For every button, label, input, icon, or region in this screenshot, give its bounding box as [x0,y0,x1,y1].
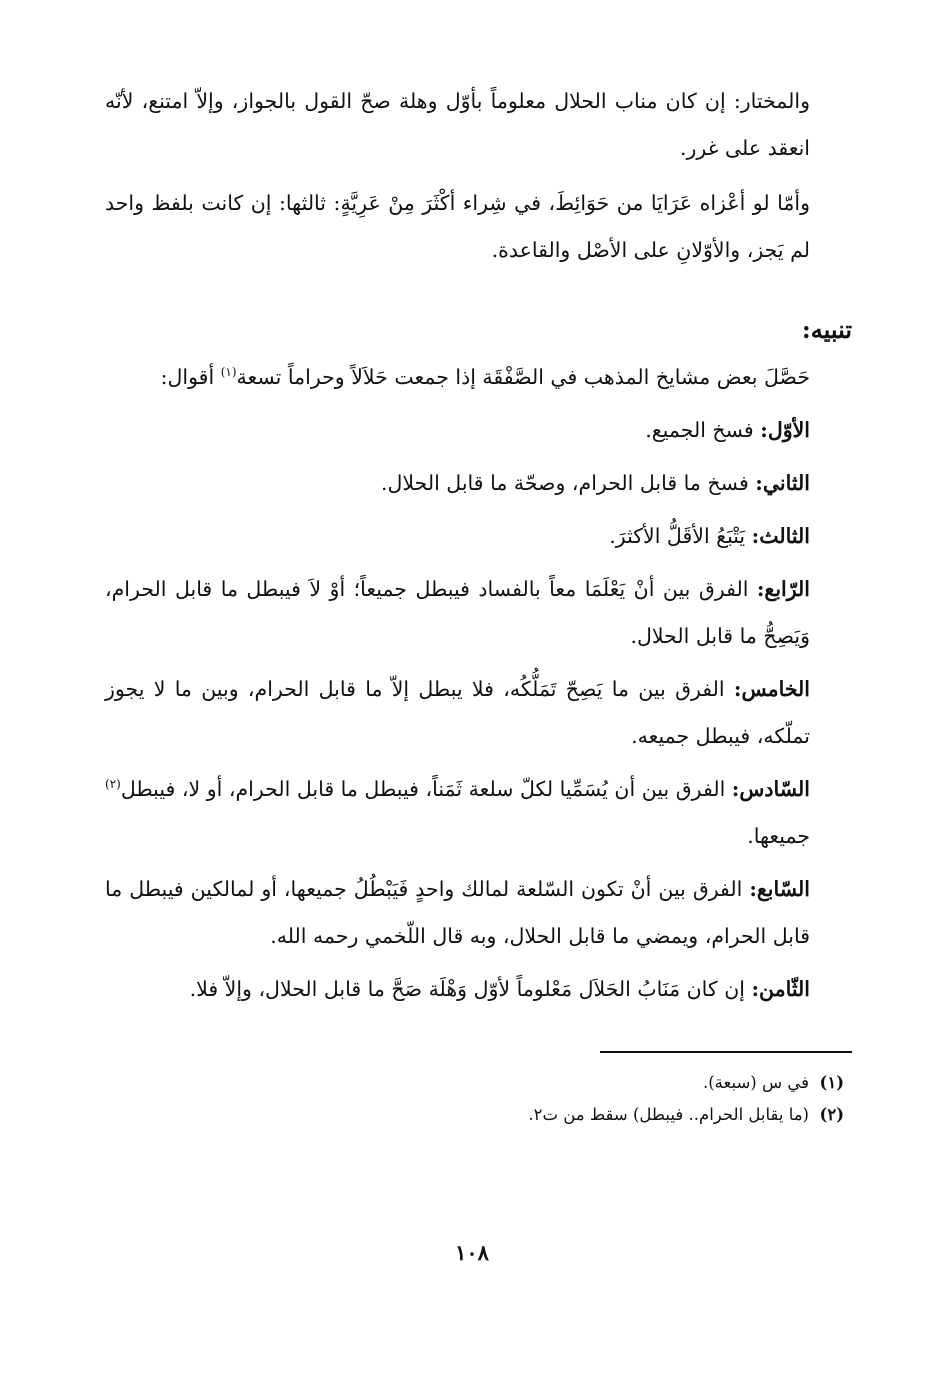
opinion-text: الفرق بين أنْ تكون السّلعة لمالك واحدٍ فَيَبْطُلُ جميعها، أو لمالكين فيبطل ما قابل الحرام، ويمضي ما قابل الحلال، وبه قال اللّخمي رحمه الله. [105,877,810,948]
opinion-label: الثالث: [751,524,810,548]
opinion-text: إن كان مَنَابُ الحَلاَل مَعْلوماً لأوّل وَهْلَة صَحَّ ما قابل الحلال، وإلاّ فلا. [189,977,752,1001]
section-gap [105,274,852,308]
opinion-first [105,407,852,454]
footnote-number: (٢) [819,1105,844,1124]
opinion-eighth [105,966,852,1013]
opinion-text: فسخ ما قابل الحرام، وصحّة ما قابل الحلال. [380,471,756,495]
notice-intro [105,354,852,401]
notice-heading: تنبيه: [801,315,852,344]
footnote-ref-2[interactable]: (٢) [105,777,121,792]
notice-intro-text: حَصَّلَ بعض مشايخ المذهب في الصَّفْقَة إذا جمعت حَلاَلاً وحراماً تسعة [236,365,810,389]
opinion-label: الأوّل: [760,418,810,442]
footnote-ref-1[interactable]: (١) [220,365,237,380]
opinion-fourth [105,566,852,660]
opinion-text: الفرق بين ما يَصِحّ تَمَلُّكُه، فلا يبطل إلاّ ما قابل الحرام، وبين ما لا يجوز تملّكه، فيبطل جميعه. [105,677,810,748]
opinion-label: الخامس: [733,677,810,701]
opinion-second [105,460,852,507]
opinion-text: الفرق بين أنْ يَعْلَمَا معاً بالفساد فيبطل جميعاً؛ أوْ لاَ فيبطل ما قابل الحرام، وَيَصِحُّ ما قابل الحلال. [105,577,810,648]
page-number: ١٠٨ [455,1240,489,1265]
opinion-text: الفرق بين أن يُسَمِّيا لكلّ سلعة ثَمَناً، فيبطل ما قابل الحرام، أو لا، فيبطل [120,777,732,801]
footnote-text: (ما يقابل الحرام.. فيبطل) سقط من ت٢. [528,1105,809,1124]
paragraph-mukhtar: والمختار: إن كان مناب الحلال معلوماً بأوّل وهلة صحّ القول بالجواز، وإلاّ امتنع، لأنّه انعقد على غرر. [105,89,810,160]
footnote-divider [600,1051,852,1053]
footnote-number: (١) [819,1073,844,1092]
opinion-label: الثّامن: [751,977,810,1001]
opinion-label: الثاني: [755,471,810,495]
paragraph-araya: وأمّا لو أعْزاه عَرَايَا من حَوَائِطَ، في شِراء أكْثَرَ مِنْ عَرِيَّةٍ: ثالثها: إن كانت بلفظ واحد لم يَجز، والأوّلانِ على الأصْل والقاعدة. [105,191,810,262]
notice-intro-tail: أقوال: [160,365,221,389]
opinion-label: السّادس: [731,777,810,801]
footnote-text: في س (سبعة). [702,1073,809,1092]
footnote-1 [105,1067,852,1099]
opinion-fifth [105,666,852,760]
opinion-sixth [105,766,852,860]
opinion-seventh [105,866,852,960]
opinion-third [105,513,852,560]
footnote-2 [105,1099,852,1131]
opinion-label: الرّابع: [756,577,810,601]
opinion-text: يَتْبَعُ الأقَلُّ الأكثرَ. [609,524,752,548]
opinion-label: السّابع: [749,877,810,901]
opinion-text-tail: جميعها. [747,824,810,848]
opinion-text: فسخ الجميع. [645,418,761,442]
